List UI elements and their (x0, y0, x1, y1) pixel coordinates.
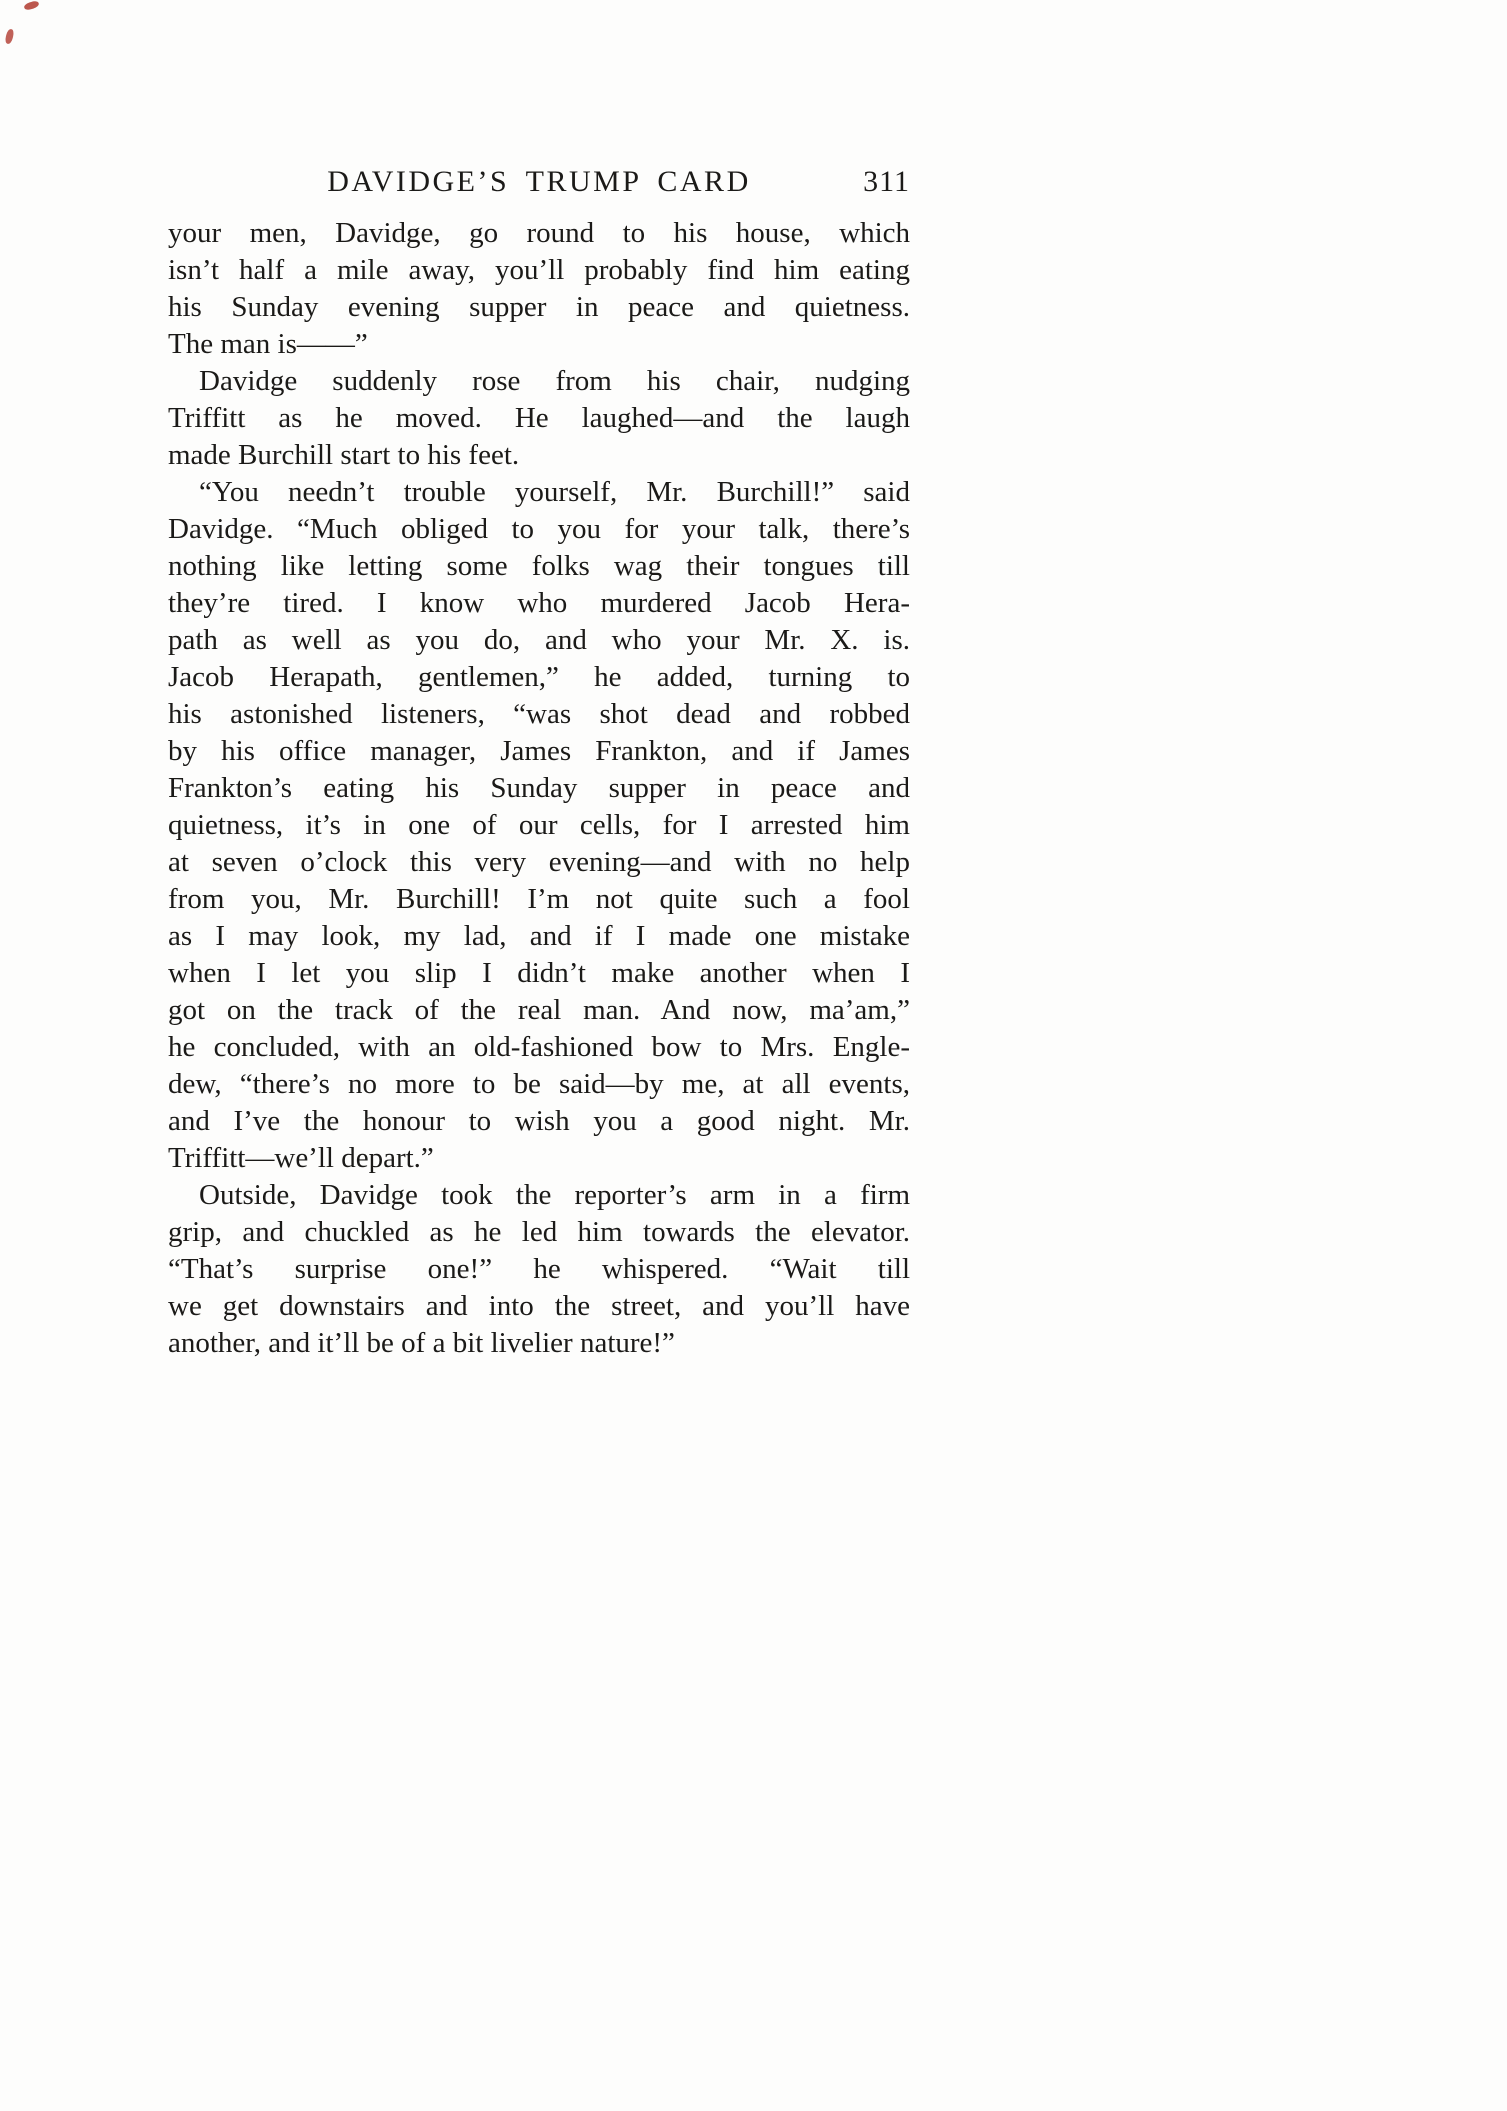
text-line: Outside, Davidge took the reporter’s arm in a firm (199, 1179, 910, 1211)
paragraph (168, 474, 910, 1177)
text-line: grip, and chuckled as he led him towards the elevator. (168, 1216, 910, 1248)
text-line: quietness, it’s in one of our cells, for I arrested him (168, 809, 910, 841)
page-number: 311 (863, 165, 910, 198)
text-line: nothing like letting some folks wag their tongues till (168, 550, 910, 582)
text-line: Triffitt—we’ll depart.” (168, 1142, 434, 1174)
text-line: they’re tired. I know who murdered Jacob Hera- (168, 587, 910, 619)
text-line: at seven o’clock this very evening—and with no help (168, 846, 910, 878)
text-line: as I may look, my lad, and if I made one mistake (168, 920, 910, 952)
text-line: his astonished listeners, “was shot dead and robbed (168, 698, 910, 730)
chapter-title: DAVIDGE’S TRUMP CARD (327, 165, 751, 198)
text-line: isn’t half a mile away, you’ll probably find him eating (168, 254, 910, 286)
text-line: Triffitt as he moved. He laughed—and the laugh (168, 402, 910, 434)
text-line: got on the track of the real man. And now, ma’am,” (168, 994, 910, 1026)
text-line: we get downstairs and into the street, and you’ll have (168, 1290, 910, 1322)
text-line: and I’ve the honour to wish you a good night. Mr. (168, 1105, 910, 1137)
text-line: by his office manager, James Frankton, and if James (168, 735, 910, 767)
text-line: Jacob Herapath, gentlemen,” he added, turning to (168, 661, 910, 693)
text-line: Davidge. “Much obliged to you for your talk, there’s (168, 513, 910, 545)
text-line: his Sunday evening supper in peace and quietness. (168, 291, 910, 323)
text-line: when I let you slip I didn’t make another when I (168, 957, 910, 989)
paragraph (168, 1177, 910, 1362)
text-line: your men, Davidge, go round to his house, which (168, 217, 910, 249)
text-line: “You needn’t trouble yourself, Mr. Burchill!” said (199, 476, 910, 508)
text-line: another, and it’ll be of a bit livelier nature!” (168, 1327, 675, 1359)
running-header (168, 163, 910, 200)
text-line: “That’s surprise one!” he whispered. “Wait till (168, 1253, 910, 1285)
text-line: The man is——” (168, 328, 368, 360)
text-line: from you, Mr. Burchill! I’m not quite such a fool (168, 883, 910, 915)
text-line: Frankton’s eating his Sunday supper in peace and (168, 772, 910, 804)
paragraph (168, 363, 910, 474)
scan-artifact (4, 28, 14, 44)
page-body (168, 215, 910, 1362)
text-line: he concluded, with an old-fashioned bow to Mrs. Engle- (168, 1031, 910, 1063)
text-column (168, 163, 910, 1362)
text-line: dew, “there’s no more to be said—by me, at all events, (168, 1068, 910, 1100)
scan-artifact (23, 0, 39, 11)
paragraph (168, 215, 910, 363)
text-line: made Burchill start to his feet. (168, 439, 520, 471)
text-line: path as well as you do, and who your Mr. X. is. (168, 624, 910, 656)
text-line: Davidge suddenly rose from his chair, nudging (199, 365, 910, 397)
